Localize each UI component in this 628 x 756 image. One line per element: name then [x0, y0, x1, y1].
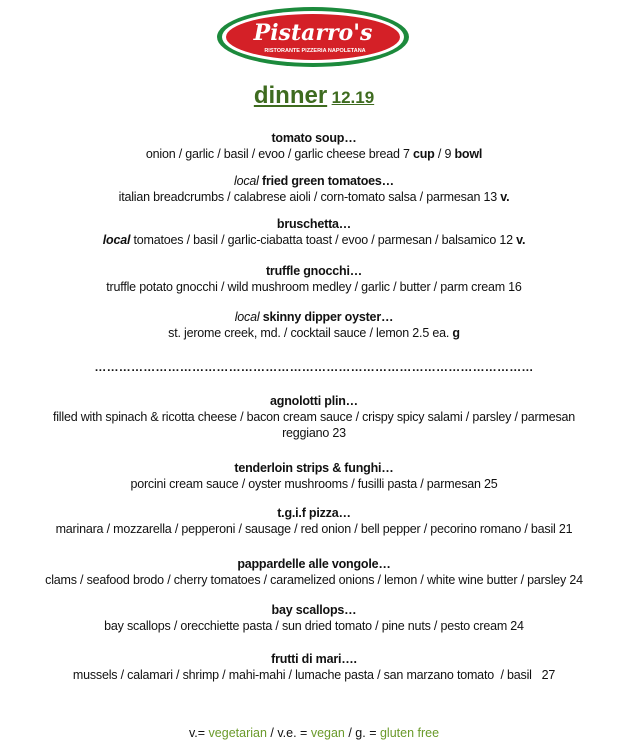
item-description: st. jerome creek, md. / cocktail sauce / lemon 2.5 ea. g: [168, 326, 460, 340]
item-description: mussels / calamari / shrimp / mahi-mahi / lumache pasta / san marzano tomato / basil 27: [72, 668, 556, 682]
menu-item-agnolotti-plin: agnolotti plin… filled with spinach & ricotta cheese / bacon cream sauce / crispy spicy salami / parsley / parmesan reggiano 23: [20, 393, 608, 441]
item-description: bay scallops / orecchiette pasta / sun dried tomato / pine nuts / pesto cream 24: [104, 619, 524, 633]
menu-date: 12.19: [331, 88, 375, 107]
menu-heading: [0, 82, 628, 110]
menu-item-bruschetta: bruschetta… local tomatoes / basil / garlic-ciabatta toast / evoo / parmesan / balsamico 12 v.: [20, 216, 608, 248]
item-description: onion / garlic / basil / evoo / garlic cheese bread 7 cup / 9 bowl: [145, 147, 483, 161]
menu-item-skinny-dipper-oyster: local skinny dipper oyster… st. jerome creek, md. / cocktail sauce / lemon 2.5 ea. g: [20, 309, 608, 341]
menu-item-bay-scallops: bay scallops… bay scallops / orecchiette pasta / sun dried tomato / pine nuts / pesto cream 24: [20, 602, 608, 634]
item-description-cont: reggiano 23: [282, 426, 346, 440]
menu-item-pappardelle: pappardelle alle vongole… clams / seafood brodo / cherry tomatoes / caramelized onions / lemon / white wine butter / parsley 24: [20, 556, 608, 588]
menu-title: dinner: [253, 82, 328, 109]
menu-item-tgif-pizza: t.g.i.f pizza… marinara / mozzarella / pepperoni / sausage / red onion / bell pepper / pecorino romano / basil 21: [20, 505, 608, 537]
menu-item-frutti-di-mari: frutti di mari…. mussels / calamari / shrimp / mahi-mahi / lumache pasta / san marzano tomato / basil 27: [20, 651, 608, 683]
logo-tagline: RISTORANTE PIZZERIA NAPOLETANA: [264, 48, 366, 54]
item-description: truffle potato gnocchi / wild mushroom medley / garlic / butter / parm cream 16: [106, 280, 522, 294]
menu-item-tomato-soup: tomato soup… onion / garlic / basil / evoo / garlic cheese bread 7 cup / 9 bowl: [20, 130, 608, 162]
item-description: filled with spinach & ricotta cheese / bacon cream sauce / crispy spicy salami / parsley / parmesan: [52, 410, 576, 424]
section-separator: ………………………………………………………………………………………………: [94, 360, 534, 374]
menu-item-fried-green-tomatoes: local fried green tomatoes… italian breadcrumbs / calabrese aioli / corn-tomato salsa / parmesan 13 v.: [20, 173, 608, 205]
dietary-legend: v.= vegetarian / v.e. = vegan / g. = gluten free: [188, 726, 440, 740]
menu-item-truffle-gnocchi: truffle gnocchi… truffle potato gnocchi / wild mushroom medley / garlic / butter / parm cream 16: [20, 263, 608, 295]
menu-item-tenderloin-strips: tenderloin strips & funghi… porcini cream sauce / oyster mushrooms / fusilli pasta / parmesan 25: [20, 460, 608, 492]
logo-name: Pistarro's: [253, 20, 373, 46]
pistarros-logo: [215, 5, 411, 69]
item-description: porcini cream sauce / oyster mushrooms / fusilli pasta / parmesan 25: [130, 477, 498, 491]
item-description: marinara / mozzarella / pepperoni / sausage / red onion / bell pepper / pecorino romano / basil 21: [55, 522, 573, 536]
item-description: clams / seafood brodo / cherry tomatoes / caramelized onions / lemon / white wine butter / parsley 24: [45, 573, 583, 587]
item-description: italian breadcrumbs / calabrese aioli / corn-tomato salsa / parmesan 13 v.: [118, 190, 510, 204]
item-description: local tomatoes / basil / garlic-ciabatta toast / evoo / parmesan / balsamico 12 v.: [102, 233, 526, 247]
